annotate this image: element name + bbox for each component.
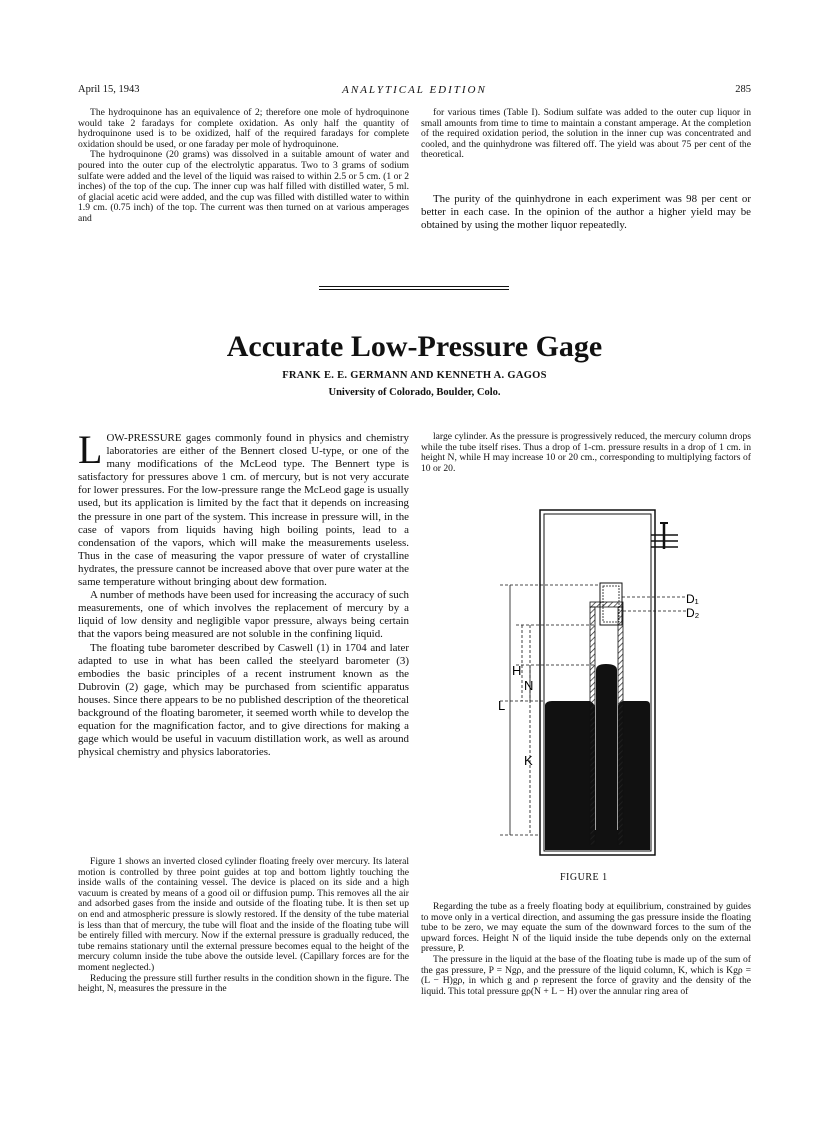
article-authors: FRANK E. E. GERMANN AND KENNETH A. GAGOS [282,370,547,381]
floating-tube-right-wall [618,607,623,845]
paragraph: The hydroquinone (20 grams) was dissolved in a suitable amount of water and poured into the outer cup of the electrolytic apparatus. Two to 3 grams of sodium sulfate were added and the level of the liquid was raised to within 2.5 or 5 cm. (1 or 2 inches) of the top of the cup. The inner cup was half filled with distilled water, 5 ml. of glacial acetic acid were added, and the cup was filled with distilled water to within 1.9 cm. (0.75 inch) of the top. The current was then turned on at various amperages and [78,149,409,224]
floating-tube-left-wall [590,607,595,845]
drop-cap: L [78,427,103,472]
inner-mercury [596,664,617,845]
label-h: H [512,663,522,678]
label-l: L [498,698,506,713]
article-left-column [78,427,409,759]
paragraph: A number of methods have been used for increasing the accuracy of such measurements, one of which involves the replacement of mercury by a liquid of low density and negligible vapor pressure, always being certain that the vapors being measured are not soluble in the confining liquid. [78,589,409,641]
page-date: April 15, 1943 [78,84,140,95]
paragraph: large cylinder. As the pressure is progressively reduced, the mercury column drops while the tube itself rises. Thus a drop of 1-cm. pressure results in a drop of 1 cm. in height N, while H may increase 10 or 20 cm., corresponding to multiplying factors of 10 or 20. [421,431,751,474]
journal-name: ANALYTICAL EDITION [342,84,487,96]
article-left-column-small [78,857,409,995]
paragraph: Reducing the pressure still further results in the condition shown in the figure. The height, N, measures the pressure in the [78,972,409,995]
paragraph: for various times (Table I). Sodium sulfate was added to the outer cup liquor in small amounts from time to time to maintain a constant amperage. At the completion of the required oxidation period, the solution in the inner cup was concentrated and cooled, and the quinhydrone was filtered off. The yield was about 75 per cent of the theoretical. [421,107,751,161]
paragraph: Figure 1 shows an inverted closed cylinder floating freely over mercury. Its lateral motion is controlled by three point guides at top and bottom lightly touching the inside walls of the containing vessel. The device is placed on its side and a high vacuum is created by means of a good oil or diffusion pump. This removes all the air and adsorbed gases from the inside and outside of the floating tube. It is then set up on end and atmospheric pressure is slowly restored. If the density of the tube material is less than that of mercury, the tube will float and the inside of the floating tube will be entirely filled with mercury. Now if the external pressure is gradually reduced, the tube remains stationary until the external pressure becomes equal to the height of the mercury column inside the tube above the outside level. (Capillary forces are for the moment neglected.) [78,856,409,973]
outer-mercury [545,701,595,845]
article-affiliation: University of Colorado, Boulder, Colo. [328,387,501,398]
label-d1: D₁ [686,592,699,606]
prev-article-right-column [421,108,751,161]
floating-tube-top [590,602,623,607]
prev-article-left-column [78,108,409,225]
article-title: Accurate Low-Pressure Gage [226,330,603,363]
separator-rule [319,289,509,290]
figure-1-diagram [500,505,700,865]
first-paragraph: LOW-PRESSURE gages commonly found in physics and chemistry laboratories are either of the Bennert closed U-type, or one of the many modifications of the McLeod type. The Bennert type is satisfactory for pressures above 1 cm. of mercury, but is not very accurate for lower pressures. For the low-pressure range the McLeod gage is usually used, but its application is limited by the fact that it depends on increasing the pressure in one part of the system. This increase in pressure will, in the case of vapors from liquids having high boiling points, lead to a condensation of the vapors, which will make the measurements useless. Thus in the case of measuring the vapor pressure of water of crystalline hydrates, the pressure cannot be increased above that over pure water at the same temperature without bringing about dew formation. [78,427,409,589]
paragraph: The floating tube barometer described by Caswell (1) in 1704 and later adapted to use in what has been called the steelyard barometer (3) embodies the basic principles of a recent instrument known as the Dubrovin (2) gage, which may be purchased from scientific apparatus houses. Since there appears to be no published description of the theoretical background of the floating barometer, it seemed worth while to develop the equation for the magnification factor, and to give directions for making a gage which would be useful in vacuum distillation work, as well as around physical chemistry and physics laboratories. [78,641,409,759]
figure-caption: FIGURE 1 [560,872,608,883]
paragraph: The purity of the quinhydrone in each experiment was 98 per cent or better in each case. In the opinion of the author a higher yield may be obtained by using the mother liquor repeatedly. [421,193,751,232]
label-n: N [524,678,534,693]
article-right-column-bottom [421,902,751,997]
prev-article-right-column-end [421,193,751,232]
paragraph: The pressure in the liquid at the base of the floating tube is made up of the sum of the gas pressure, P = Ngρ, and the pressure of the liquid column, K, which is Kgρ = (L − H)gρ, in which g and ρ represent the force of gravity and the density of the liquid. This total pressure gρ(N + L − H) over the annular ring area of [421,953,751,997]
separator-rule [319,286,509,287]
paragraph: Regarding the tube as a freely floating body at equilibrium, constrained by guides to move only in a vertical direction, and assuming the gas pressure inside the floating tube to be zero, we may equate the sum of the downward forces to the sum of the upward forces. Height N of the liquid inside the tube depends only on the external pressure, P. [421,901,751,955]
label-k: K [524,753,533,768]
article-right-column-top [421,432,751,474]
paragraph: The hydroquinone has an equivalence of 2; therefore one mole of hydroquinone would take 2 faradays for complete oxidation. As only half the quantity of hydroquinone used is to be oxidized, half of the required faradays for complete oxidation should be used, or one faraday per mole of hydroquinone. [78,107,409,150]
page-number: 285 [735,84,751,95]
label-d2: D₂ [686,606,700,620]
